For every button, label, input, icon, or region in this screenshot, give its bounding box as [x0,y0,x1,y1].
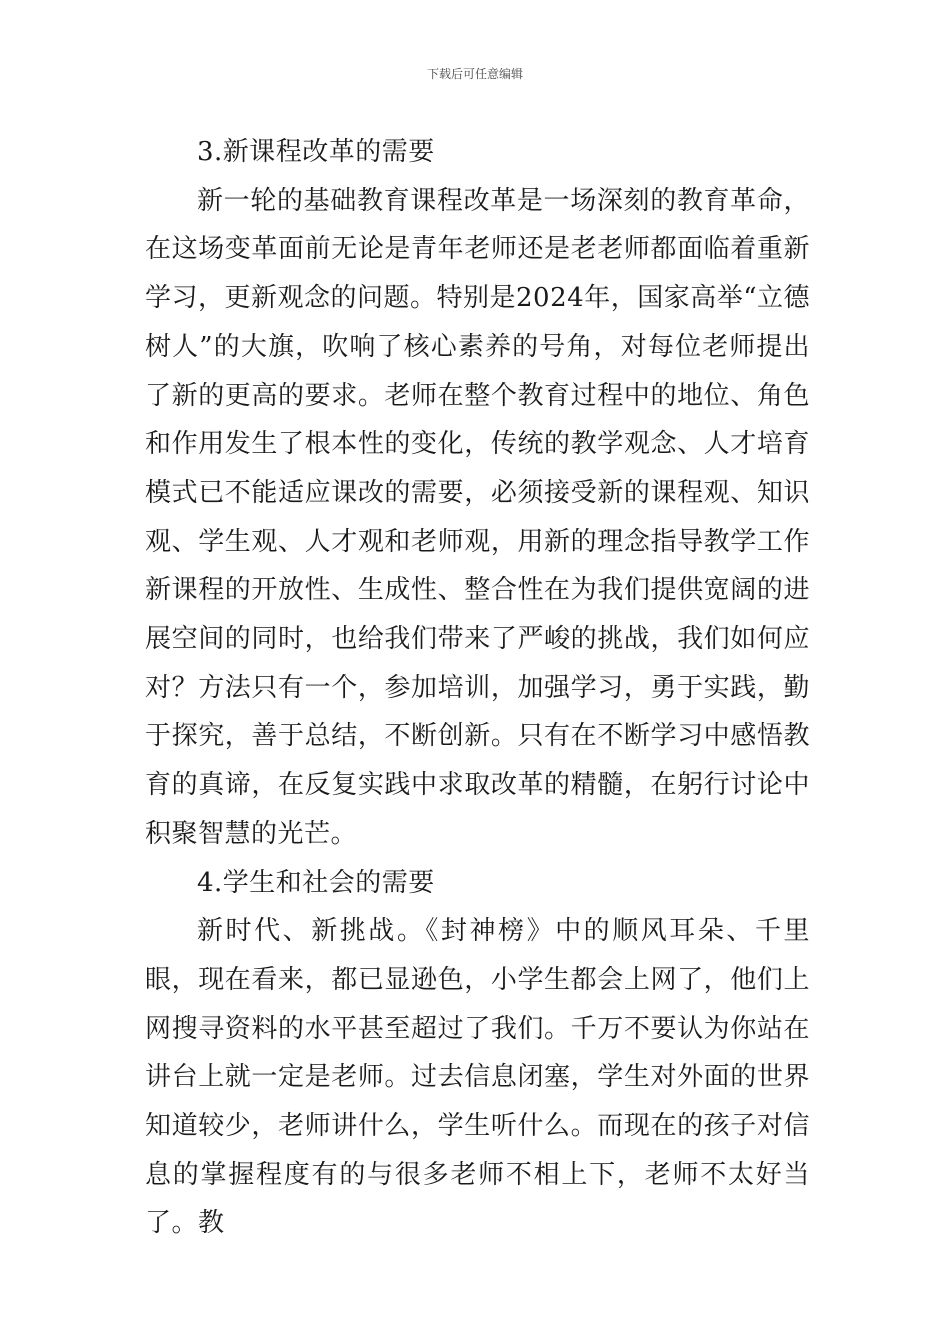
section-paragraph-3: 新一轮的基础教育课程改革是一场深刻的教育革命，在这场变革面前无论是青年老师还是老老师都面临着重新学习，更新观念的问题。特别是2024年，国家高举“立德树人”的大旗，吹响了核心素养的号角，对每位老师提出了新的更高的要求。老师在整个教育过程中的地位、角色和作用发生了根本性的变化，传统的教学观念、人才培育模式已不能适应课改的需要，必须接受新的课程观、知识观、学生观、人才观和老师观，用新的理念指导教学工作新课程的开放性、生成性、整合性在为我们提供宽阔的进展空间的同时，也给我们带来了严峻的挑战，我们如何应对？方法只有一个，参加培训，加强学习，勇于实践，勤于探究，善于总结，不断创新。只有在不断学习中感悟教育的真谛，在反复实践中求取改革的精髓，在躬行讨论中积聚智慧的光芒。 [145,185,810,849]
section-paragraph-4: 新时代、新挑战。《封神榜》中的顺风耳朵、千里眼，现在看来，都已显逊色，小学生都会上网了，他们上网搜寻资料的水平甚至超过了我们。千万不要认为你站在讲台上就一定是老师。过去信息闭塞，学生对外面的世界知道较少，老师讲什么，学生听什么。而现在的孩子对信息的掌握程度有的与很多老师不相上下，老师不太好当了。教 [145,916,810,1239]
section-heading-4: 4.学生和社会的需要 [197,867,435,898]
section-heading-3: 3.新课程改革的需要 [197,137,435,167]
document-body [145,128,810,1248]
page-header-note: 下载后可任意编辑 [426,67,523,81]
